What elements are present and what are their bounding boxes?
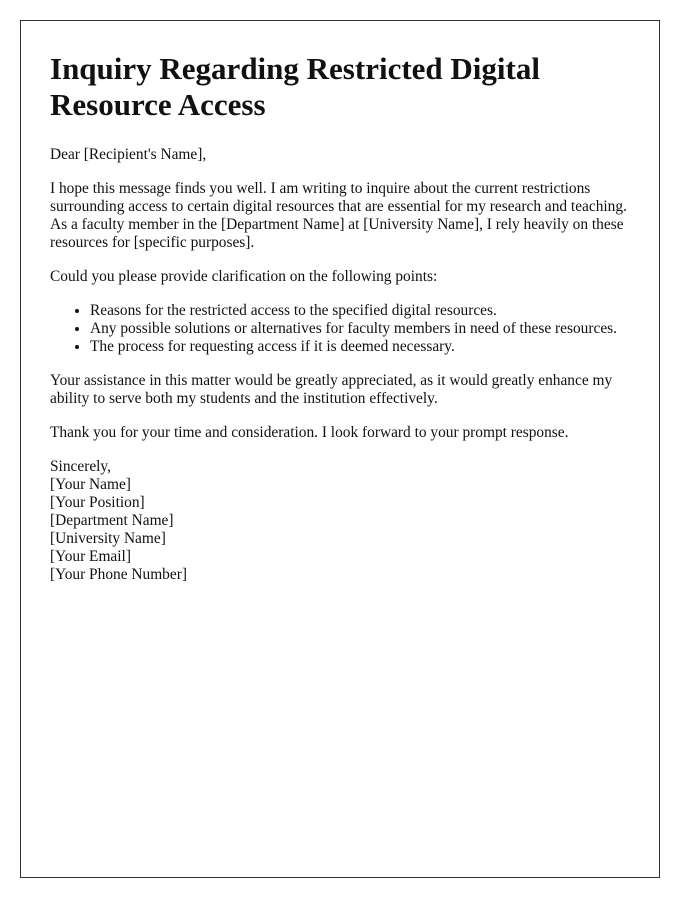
signature-university: [University Name] — [50, 530, 166, 547]
list-item: • Any possible solutions or alternatives for faculty members in need of these resources. — [90, 320, 630, 338]
points-list — [50, 302, 630, 356]
signature-department: [Department Name] — [50, 512, 174, 529]
signature-position: [Your Position] — [50, 494, 145, 511]
thank-you-paragraph: Thank you for your time and consideration. I look forward to your prompt response. — [50, 424, 569, 441]
signature-email: [Your Email] — [50, 548, 131, 565]
letter-content — [50, 51, 630, 584]
signature-phone: [Your Phone Number] — [50, 566, 187, 583]
list-item: • Reasons for the restricted access to the specified digital resources. — [90, 302, 630, 320]
clarification-request: Could you please provide clarification on the following points: — [50, 268, 438, 285]
appreciation-paragraph: Your assistance in this matter would be greatly appreciated, as it would greatly enhance my ability to serve both my students and the institution effectively. — [50, 372, 613, 407]
letter-page — [20, 20, 660, 878]
intro-paragraph: I hope this message finds you well. I am writing to inquire about the current restrictions surrounding access to certain digital resources that are essential for my research and teaching. As a faculty member in the [Department Name] at [University Name], I rely heavily on these resources for [specific purposes]. — [50, 180, 627, 251]
list-item: • The process for requesting access if it is deemed necessary. — [90, 338, 630, 356]
signature-name: [Your Name] — [50, 476, 131, 493]
signature-block — [50, 458, 630, 584]
salutation: Dear [Recipient's Name], — [50, 146, 207, 163]
letter-title: Inquiry Regarding Restricted Digital Resource Access — [50, 51, 540, 122]
signoff: Sincerely, — [50, 458, 111, 475]
